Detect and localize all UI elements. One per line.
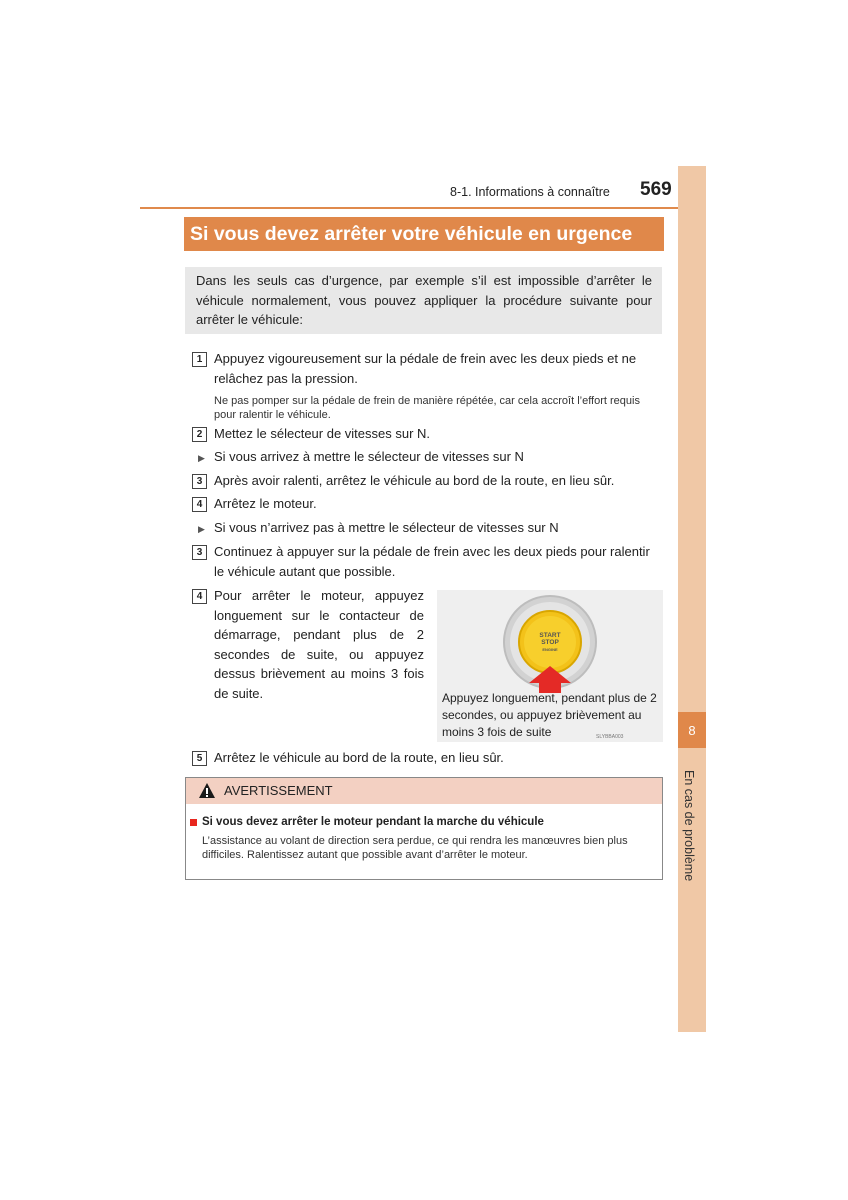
button-label-start: START: [539, 632, 561, 639]
warning-subtitle: Si vous devez arrêter le moteur pendant la marche du véhicule: [202, 816, 544, 828]
chapter-title: En cas de problème: [682, 770, 696, 882]
step-4a-text: Arrêtez le moteur.: [214, 496, 317, 511]
condition-1: Si vous arrivez à mettre le sélecteur de vitesses sur N: [214, 449, 524, 464]
illustration-code: SLYBBA003: [596, 734, 624, 740]
page-number: 569: [640, 179, 672, 200]
step-number-1: 1: [192, 352, 207, 367]
header-divider: [140, 207, 678, 209]
button-label-engine: ENGINE: [542, 647, 558, 652]
warning-bullet: [190, 819, 197, 826]
condition-2: Si vous n’arrivez pas à mettre le sélecteur de vitesses sur N: [214, 520, 559, 535]
step-number-3: 3: [192, 474, 207, 489]
chapter-side-tab: [678, 166, 706, 1032]
warning-triangle-icon: [198, 782, 216, 804]
step-3a-text: Après avoir ralenti, arrêtez le véhicule au bord de la route, en lieu sûr.: [214, 473, 615, 488]
arrow-icon: ▶: [198, 453, 205, 463]
step-number-2: 2: [192, 427, 207, 442]
illustration-caption: Appuyez longuement, pendant plus de 2 secondes, ou appuyez brièvement au moins 3 fois de suite: [442, 691, 657, 739]
step-3b-text: Continuez à appuyer sur la pédale de frein avec les deux pieds pour ralentir le véhicule autant que possible.: [214, 544, 650, 579]
step-2-text: Mettez le sélecteur de vitesses sur N.: [214, 426, 431, 441]
step-number-3: 3: [192, 545, 207, 560]
step-1-text: Appuyez vigoureusement sur la pédale de frein avec les deux pieds et ne relâchez pas la pression.: [214, 351, 637, 386]
section-heading: 8-1. Informations à connaître: [450, 185, 610, 199]
warning-title: AVERTISSEMENT: [224, 783, 333, 798]
step-number-5: 5: [192, 751, 207, 766]
chapter-number: 8: [678, 712, 706, 748]
step-4b-text: Pour arrêter le moteur, appuyez longuement sur le contacteur de démarrage, pendant plus de 2 secondes de suite, ou appuyez dessus brièvement au moins 3 fois de suite.: [214, 588, 424, 701]
button-label-stop: STOP: [541, 639, 559, 646]
step-1-note: Ne pas pomper sur la pédale de frein de manière répétée, car cela accroît l’effort requis pour ralentir le véhicule.: [214, 395, 640, 421]
intro-box: Dans les seuls cas d’urgence, par exemple s’il est impossible d’arrêter le véhicule normalement, vous pouvez appliquer la procédure suivante pour arrêter le véhicule:: [185, 267, 662, 334]
warning-body: L’assistance au volant de direction sera perdue, ce qui rendra les manœuvres bien plus difficiles. Ralentissez autant que possible avant d’arrêter le moteur.: [202, 835, 628, 861]
step-number-4: 4: [192, 589, 207, 604]
arrow-icon: ▶: [198, 524, 205, 534]
step-5-text: Arrêtez le véhicule au bord de la route, en lieu sûr.: [214, 750, 504, 765]
step-number-4: 4: [192, 497, 207, 512]
page-title: Si vous devez arrêter votre véhicule en urgence: [184, 217, 664, 251]
